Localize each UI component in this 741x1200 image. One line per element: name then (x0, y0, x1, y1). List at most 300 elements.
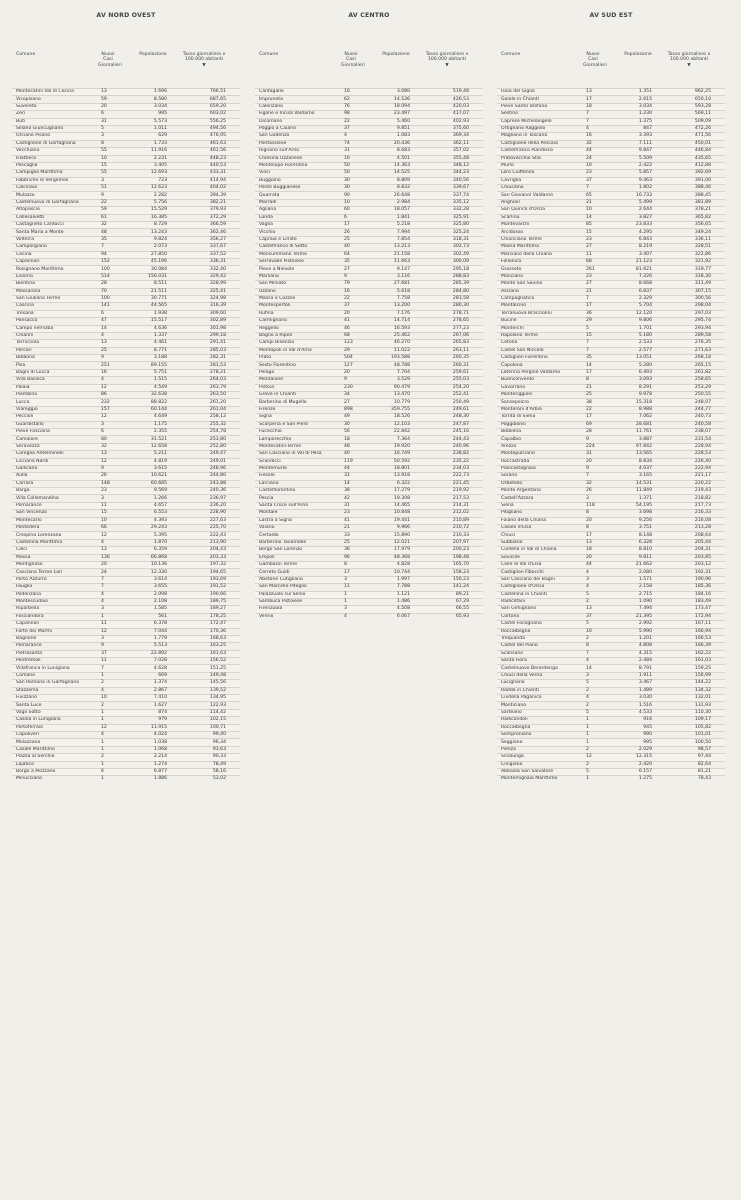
cell-nuovi-casi: 44 (583, 148, 616, 155)
cell-popolazione: 31.521 (131, 436, 177, 443)
cell-tasso: 283,58 (420, 295, 483, 302)
cell-comune: Isola del Giglio (497, 89, 583, 96)
cell-tasso: 285,39 (420, 281, 483, 288)
table-row (255, 473, 483, 480)
table-row (497, 362, 725, 369)
cell-comune: Certaldo (255, 532, 341, 539)
cell-comune: San Casciano in Val di Pesa (255, 451, 341, 458)
cell-tasso: 402,93 (420, 118, 483, 125)
cell-popolazione: 8.810 (616, 547, 662, 554)
cell-nuovi-casi: 9 (98, 465, 131, 472)
table-row (12, 768, 240, 775)
cell-comune: Poggibonsi (497, 421, 583, 428)
cell-tasso: 213,28 (662, 525, 725, 532)
cell-tasso: 259,61 (420, 369, 483, 376)
cell-nuovi-casi: 96 (341, 554, 374, 561)
cell-popolazione: 16.385 (131, 214, 177, 221)
cell-nuovi-casi: 26 (341, 229, 374, 236)
cell-nuovi-casi: 152 (98, 258, 131, 265)
table-row (12, 613, 240, 620)
table-row (497, 96, 725, 103)
cell-popolazione: 847 (616, 125, 662, 132)
cell-popolazione: 1.266 (131, 495, 177, 502)
cell-popolazione: 1.870 (131, 539, 177, 546)
cell-nuovi-casi: 6 (98, 768, 131, 775)
cell-nuovi-casi: 1 (583, 724, 616, 731)
cell-comune: Crespina Lorenzana (12, 532, 98, 539)
cell-tasso: 172,47 (177, 621, 240, 628)
table-row (497, 89, 725, 96)
table-row (497, 155, 725, 162)
table-header (255, 22, 483, 88)
cell-popolazione: 16.749 (374, 451, 420, 458)
header-tasso[interactable] (667, 52, 711, 68)
cell-popolazione: 2.073 (131, 244, 177, 251)
table-row (497, 554, 725, 561)
section-nord-ovest (12, 10, 240, 783)
cell-comune: Tresana (12, 310, 98, 317)
cell-nuovi-casi: 6 (98, 310, 131, 317)
cell-tasso: 97,44 (662, 754, 725, 761)
cell-comune: Monsummano Terme (255, 251, 341, 258)
table-row (497, 643, 725, 650)
cell-tasso: 365,82 (662, 214, 725, 221)
cell-nuovi-casi: 25 (583, 392, 616, 399)
cell-tasso: 324,98 (177, 295, 240, 302)
cell-nuovi-casi: 20 (341, 369, 374, 376)
cell-popolazione: 4.037 (616, 465, 662, 472)
cell-tasso: 276,35 (662, 340, 725, 347)
cell-nuovi-casi: 3 (98, 495, 131, 502)
table-row (12, 517, 240, 524)
cell-tasso: 161,63 (177, 650, 240, 657)
cell-tasso: 141,24 (420, 584, 483, 591)
table-row (12, 103, 240, 110)
cell-popolazione: 1.038 (131, 739, 177, 746)
cell-popolazione: 1.696 (131, 89, 177, 96)
cell-nuovi-casi: 6 (98, 111, 131, 118)
cell-comune: Ponsacco (12, 318, 98, 325)
cell-comune: Camaiore (12, 436, 98, 443)
header-tasso[interactable] (425, 52, 469, 68)
cell-comune: Fiesole (255, 473, 341, 480)
table-row (255, 288, 483, 295)
cell-tasso: 161,03 (662, 658, 725, 665)
cell-popolazione: 874 (131, 709, 177, 716)
cell-nuovi-casi: 9 (98, 643, 131, 650)
cell-comune: Chiusi della Verna (497, 672, 583, 679)
cell-nuovi-casi: 261 (583, 266, 616, 273)
cell-nuovi-casi: 12 (98, 724, 131, 731)
cell-nuovi-casi: 10 (583, 628, 616, 635)
cell-comune: Marliana (255, 273, 341, 280)
table-row (497, 170, 725, 177)
table-row (497, 177, 725, 184)
cell-tasso: 197,32 (177, 562, 240, 569)
header-nuovi-casi[interactable]: Nuovi Casi Giornalieri (98, 52, 122, 68)
cell-popolazione: 4.501 (374, 155, 420, 162)
cell-popolazione: 9.824 (131, 236, 177, 243)
cell-comune: Castelnuovo di Garfagnana (12, 199, 98, 206)
table-row (12, 118, 240, 125)
table-row (497, 443, 725, 450)
table-row (12, 229, 240, 236)
cell-tasso: 183,49 (662, 598, 725, 605)
cell-popolazione: 4.533 (616, 709, 662, 716)
cell-tasso: 337,74 (420, 192, 483, 199)
cell-nuovi-casi: 60 (341, 207, 374, 214)
cell-tasso: 335,12 (420, 199, 483, 206)
header-comune[interactable]: Comune (501, 52, 521, 57)
cell-popolazione: 7.854 (374, 236, 420, 243)
table-row (12, 96, 240, 103)
cell-popolazione: 4.819 (131, 458, 177, 465)
section-title: AV CENTRO (348, 12, 390, 19)
cell-popolazione: 46.270 (374, 340, 420, 347)
cell-nuovi-casi: 898 (341, 406, 374, 413)
cell-tasso: 316,39 (177, 303, 240, 310)
table-row (497, 103, 725, 110)
cell-popolazione: 4.808 (616, 643, 662, 650)
table-row (497, 495, 725, 502)
header-comune[interactable]: Comune (16, 52, 36, 57)
table-row (497, 436, 725, 443)
cell-popolazione: 8.580 (131, 96, 177, 103)
cell-comune: Castagneto Carducci (12, 222, 98, 229)
cell-popolazione: 2.984 (374, 199, 420, 206)
cell-comune: Sansepolcro (497, 399, 583, 406)
cell-popolazione: 359.755 (374, 406, 420, 413)
cell-comune: Pontedera (12, 525, 98, 532)
cell-popolazione: 15.529 (131, 207, 177, 214)
cell-popolazione: 5.756 (131, 199, 177, 206)
cell-popolazione: 3.827 (616, 214, 662, 221)
cell-comune: Bagnone (12, 635, 98, 642)
cell-tasso: 261,20 (177, 399, 240, 406)
cell-tasso: 238,07 (662, 428, 725, 435)
header-nuovi-casi[interactable]: Nuovi Casi Giornalieri (341, 52, 365, 68)
table-row (255, 89, 483, 96)
cell-popolazione: 29.243 (131, 525, 177, 532)
table-row (12, 702, 240, 709)
cell-nuovi-casi: 22 (583, 406, 616, 413)
cell-popolazione: 8.291 (616, 384, 662, 391)
cell-comune: Portoferraio (12, 724, 98, 731)
cell-comune: Bibbiena (497, 428, 583, 435)
cell-popolazione: 10.744 (374, 569, 420, 576)
cell-comune: Vecchiano (12, 148, 98, 155)
cell-nuovi-casi: 35 (341, 258, 374, 265)
cell-comune: Bibbona (12, 355, 98, 362)
cell-comune: Gaiole in Chianti (497, 96, 583, 103)
cell-nuovi-casi: 76 (341, 103, 374, 110)
table-row (12, 724, 240, 731)
cell-tasso: 222,43 (177, 532, 240, 539)
cell-tasso: 222,94 (662, 465, 725, 472)
cell-tasso: 344,23 (420, 170, 483, 177)
table-row (12, 266, 240, 273)
cell-nuovi-casi: 7 (583, 650, 616, 657)
cell-comune: Porto Azzurro (12, 576, 98, 583)
cell-nuovi-casi: 148 (98, 480, 131, 487)
cell-tasso: 302,89 (177, 318, 240, 325)
cell-comune: Casciana Terme Lari (12, 569, 98, 576)
sort-down-icon[interactable]: ▼ (687, 62, 691, 68)
cell-nuovi-casi: 1 (98, 776, 131, 783)
cell-comune: Bagni di Lucca (12, 369, 98, 376)
sort-down-icon[interactable]: ▼ (202, 62, 206, 68)
table-header (12, 22, 240, 88)
cell-popolazione: 28.681 (616, 421, 662, 428)
cell-popolazione: 7.788 (374, 584, 420, 591)
cell-popolazione: 8.668 (616, 281, 662, 288)
cell-tasso: 302,73 (420, 244, 483, 251)
table-row (12, 488, 240, 495)
cell-nuovi-casi: 514 (98, 273, 131, 280)
cell-comune: Pomarance (12, 643, 98, 650)
cell-nuovi-casi: 5 (583, 768, 616, 775)
cell-tasso: 249,47 (177, 451, 240, 458)
cell-popolazione: 979 (131, 717, 177, 724)
cell-popolazione: 5.990 (616, 628, 662, 635)
cell-nuovi-casi: 7 (583, 473, 616, 480)
cell-nuovi-casi: 50 (341, 170, 374, 177)
cell-nuovi-casi: 41 (341, 318, 374, 325)
cell-popolazione: 7.044 (131, 628, 177, 635)
cell-tasso: 134,95 (177, 695, 240, 702)
cell-nuovi-casi: 3 (341, 606, 374, 613)
cell-popolazione: 6.493 (616, 369, 662, 376)
cell-comune: Porcari (12, 347, 98, 354)
cell-nuovi-casi: 504 (341, 355, 374, 362)
cell-nuovi-casi: 100 (98, 295, 131, 302)
cell-tasso: 226,40 (662, 458, 725, 465)
cell-popolazione: 723 (131, 177, 177, 184)
cell-nuovi-casi: 70 (98, 288, 131, 295)
cell-nuovi-casi: 4 (98, 377, 131, 384)
cell-popolazione: 7.494 (616, 606, 662, 613)
cell-comune: Castel Focognano (497, 621, 583, 628)
cell-tasso: 158,23 (420, 569, 483, 576)
cell-popolazione: 17.979 (374, 547, 420, 554)
header-popolazione[interactable]: Popolazione (624, 52, 652, 57)
cell-popolazione: 50.592 (374, 458, 420, 465)
table-row (12, 746, 240, 753)
cell-nuovi-casi: 23 (583, 236, 616, 243)
table-row (497, 532, 725, 539)
cell-tasso: 356,27 (177, 236, 240, 243)
cell-tasso: 166,53 (662, 635, 725, 642)
cell-comune: Caprese Michelangelo (497, 118, 583, 125)
cell-popolazione: 14.363 (374, 162, 420, 169)
cell-comune: Terranuova Bracciolini (497, 310, 583, 317)
table-row (12, 111, 240, 118)
cell-nuovi-casi: 44 (341, 465, 374, 472)
cell-nuovi-casi: 10 (98, 155, 131, 162)
cell-tasso: 168,63 (177, 635, 240, 642)
cell-nuovi-casi: 16 (341, 89, 374, 96)
cell-popolazione: 3.698 (616, 510, 662, 517)
cell-nuovi-casi: 1 (341, 591, 374, 598)
cell-popolazione: 1.486 (374, 598, 420, 605)
cell-comune: Siena (497, 502, 583, 509)
cell-comune: Orbetello (497, 480, 583, 487)
cell-nuovi-casi: 62 (341, 96, 374, 103)
cell-nuovi-casi: 7 (98, 584, 131, 591)
cell-popolazione: 22.842 (374, 428, 420, 435)
cell-tasso: 208,64 (662, 532, 725, 539)
cell-comune: Monte San Savino (497, 281, 583, 288)
cell-popolazione: 995 (616, 739, 662, 746)
table-row (12, 325, 240, 332)
cell-tasso: 90,33 (177, 754, 240, 761)
cell-nuovi-casi: 48 (341, 443, 374, 450)
cell-comune: Altopascio (12, 207, 98, 214)
cell-nuovi-casi: 20 (583, 517, 616, 524)
cell-comune: Castel del Piano (497, 643, 583, 650)
header-tasso-label: Tasso giornaliero x 100.000 abitanti (182, 52, 226, 63)
cell-nuovi-casi: 44 (583, 562, 616, 569)
cell-popolazione: 19.441 (374, 517, 420, 524)
cell-tasso: 412,88 (662, 162, 725, 169)
table-row (255, 347, 483, 354)
table-row (255, 325, 483, 332)
table-row (497, 502, 725, 509)
cell-nuovi-casi: 23 (98, 488, 131, 495)
table-row (255, 606, 483, 613)
cell-popolazione: 4.508 (374, 606, 420, 613)
cell-tasso: 325,41 (177, 288, 240, 295)
cell-tasso: 203,85 (662, 554, 725, 561)
cell-nuovi-casi: 46 (341, 325, 374, 332)
cell-popolazione: 8.148 (616, 532, 662, 539)
cell-comune: Capannori (12, 258, 98, 265)
cell-popolazione: 2.029 (616, 746, 662, 753)
cell-nuovi-casi: 13 (98, 340, 131, 347)
cell-comune: San Quirico d'Orcia (497, 207, 583, 214)
table-row (497, 628, 725, 635)
cell-comune: Fosciandora (12, 613, 98, 620)
cell-nuovi-casi: 2 (98, 702, 131, 709)
table-row (255, 554, 483, 561)
cell-nuovi-casi: 27 (341, 266, 374, 273)
cell-comune: Massa e Cozzile (255, 295, 341, 302)
cell-nuovi-casi: 47 (98, 318, 131, 325)
table-row (12, 377, 240, 384)
header-popolazione[interactable]: Popolazione (382, 52, 410, 57)
cell-comune: Radicondoli (497, 717, 583, 724)
cell-comune: Chiusi (497, 532, 583, 539)
cell-comune: Podenzana (12, 591, 98, 598)
cell-popolazione: 6.877 (131, 768, 177, 775)
cell-tasso: 268,18 (662, 355, 725, 362)
cell-comune: Firenzuola (255, 606, 341, 613)
cell-popolazione: 1.201 (616, 635, 662, 642)
cell-tasso: 249,61 (420, 406, 483, 413)
cell-tasso: 198,48 (420, 554, 483, 561)
table-row (12, 295, 240, 302)
cell-comune: Cerreto Guidi (255, 569, 341, 576)
cell-comune: Monte Argentario (497, 488, 583, 495)
cell-popolazione: 30.084 (131, 266, 177, 273)
cell-nuovi-casi: 118 (583, 502, 616, 509)
cell-popolazione: 669 (131, 672, 177, 679)
cell-tasso: 156,99 (662, 672, 725, 679)
cell-popolazione: 2.867 (131, 687, 177, 694)
table-row (12, 140, 240, 147)
cell-tasso: 263,79 (177, 384, 240, 391)
cell-comune: Pieve Santo Stefano (497, 103, 583, 110)
table-row (497, 125, 725, 132)
cell-comune: Fucecchio (255, 428, 341, 435)
cell-comune: Cetona (497, 340, 583, 347)
table-row (255, 355, 483, 362)
cell-comune: San Giuliano Terme (12, 295, 98, 302)
cell-nuovi-casi: 4 (98, 591, 131, 598)
cell-popolazione: 22.892 (131, 650, 177, 657)
cell-tasso: 254,20 (420, 384, 483, 391)
cell-tasso: 101,01 (662, 731, 725, 738)
table-row (497, 377, 725, 384)
header-nuovi-casi[interactable]: Nuovi Casi Giornalieri (583, 52, 607, 68)
cell-nuovi-casi: 21 (583, 199, 616, 206)
cell-nuovi-casi: 49 (341, 414, 374, 421)
cell-tasso: 348,12 (420, 162, 483, 169)
cell-tasso: 255,03 (420, 377, 483, 384)
section-title: AV SUD EST (589, 12, 633, 19)
cell-nuovi-casi: 18 (583, 103, 616, 110)
cell-popolazione: 3.405 (131, 162, 177, 169)
table-row (255, 185, 483, 192)
cell-tasso: 248,30 (420, 414, 483, 421)
cell-tasso: 240,96 (420, 443, 483, 450)
cell-tasso: 337,52 (177, 251, 240, 258)
cell-popolazione: 2.420 (616, 761, 662, 768)
table-row (12, 303, 240, 310)
cell-tasso: 382,21 (177, 199, 240, 206)
cell-nuovi-casi: 230 (341, 384, 374, 391)
table-row (255, 140, 483, 147)
cell-comune: Montale (255, 510, 341, 517)
cell-comune: Campo nell'Elba (12, 325, 98, 332)
cell-nuovi-casi: 1 (98, 746, 131, 753)
header-comune[interactable]: Comune (259, 52, 279, 57)
header-tasso[interactable] (182, 52, 226, 68)
table-row (497, 310, 725, 317)
table-row (12, 680, 240, 687)
header-popolazione[interactable]: Popolazione (139, 52, 167, 57)
sort-down-icon[interactable]: ▼ (445, 62, 449, 68)
cell-tasso: 388,46 (662, 185, 725, 192)
cell-comune: Monticiano (497, 702, 583, 709)
cell-nuovi-casi: 3 (583, 576, 616, 583)
table-row (497, 421, 725, 428)
cell-nuovi-casi: 9 (583, 436, 616, 443)
cell-comune: Fabbriche di Vergemoli (12, 177, 98, 184)
cell-popolazione: 54.195 (616, 502, 662, 509)
cell-popolazione: 21.395 (616, 613, 662, 620)
cell-tasso: 170,36 (177, 628, 240, 635)
cell-popolazione: 5.704 (616, 303, 662, 310)
cell-comune: Cecina (12, 251, 98, 258)
cell-comune: Sillano Giuncugnano (12, 125, 98, 132)
cell-nuovi-casi: 4 (98, 598, 131, 605)
cell-tasso: 134,32 (662, 687, 725, 694)
cell-popolazione: 3.034 (131, 103, 177, 110)
cell-comune: Vagli Sotto (12, 709, 98, 716)
cell-nuovi-casi: 90 (341, 192, 374, 199)
table-row (12, 192, 240, 199)
